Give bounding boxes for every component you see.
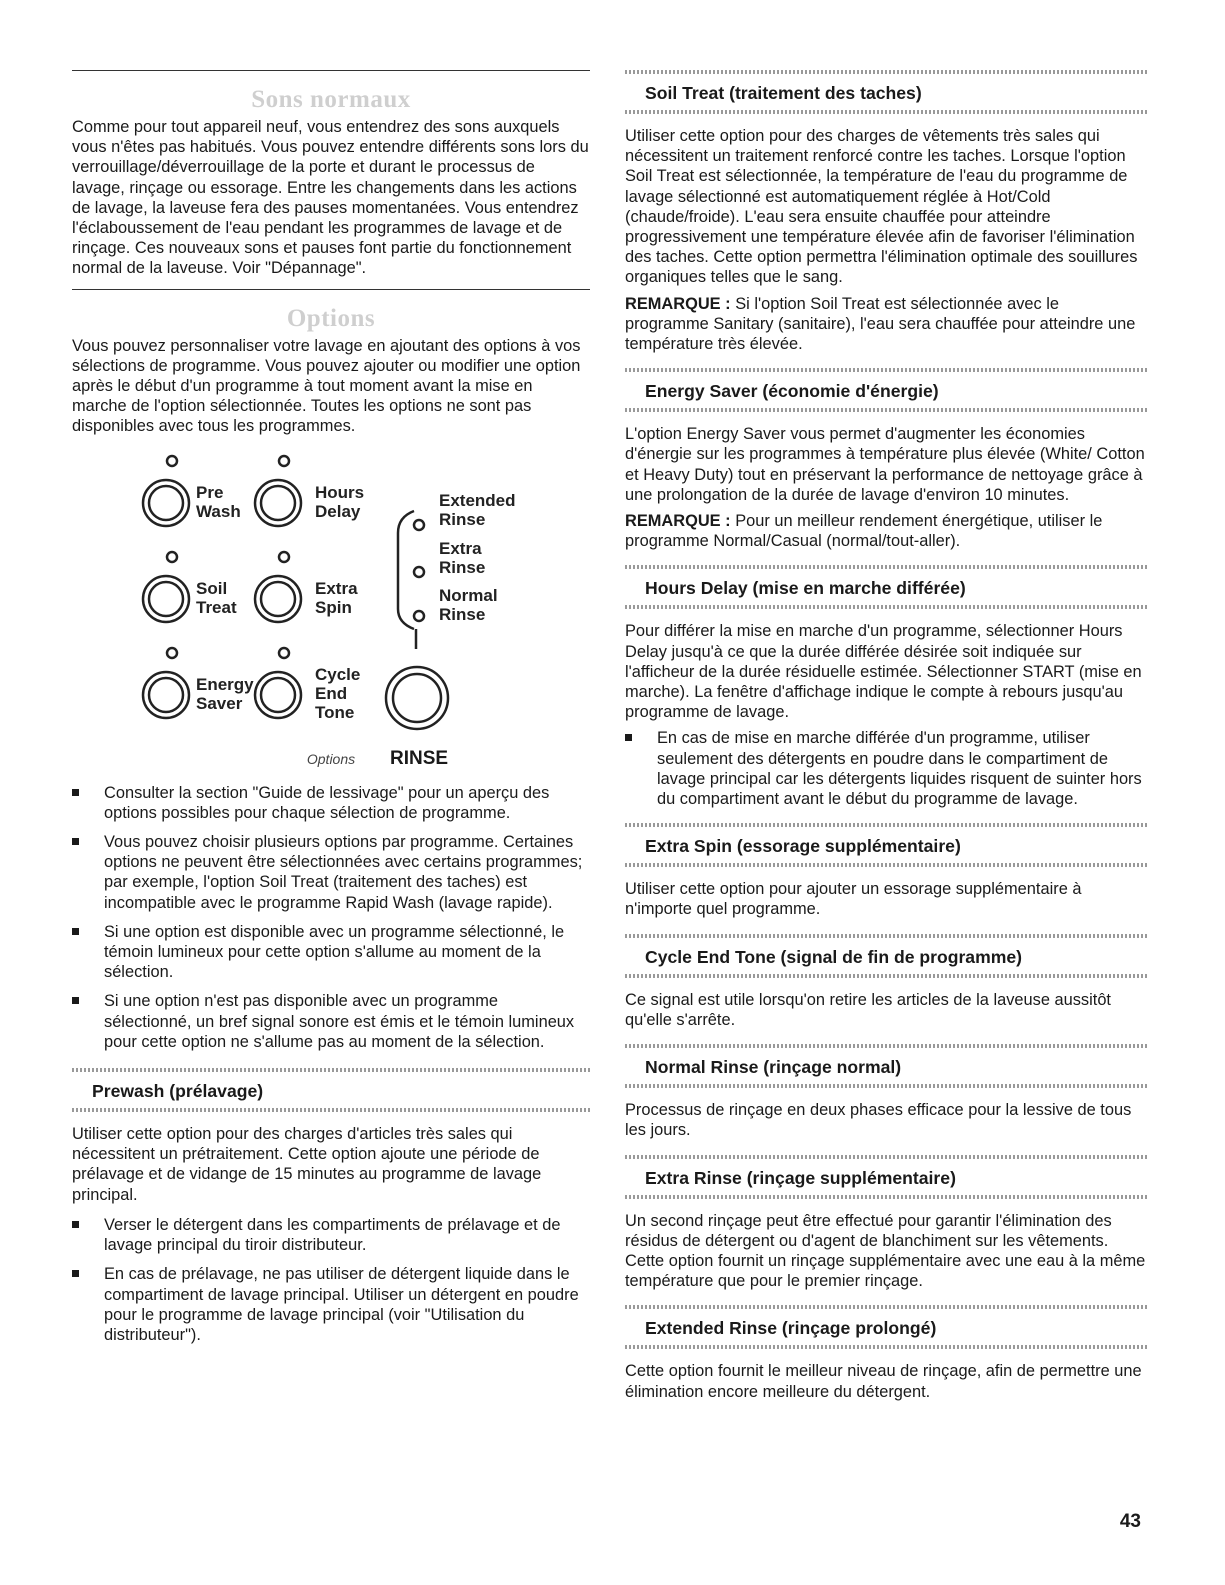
list-item: Verser le détergent dans les compartiments de prélavage et de lavage principal du tiroir distributeur. [72, 1215, 590, 1255]
prewash-bullet-list [72, 1215, 590, 1345]
subsection-rule [72, 1108, 590, 1112]
subsection-rule [625, 110, 1147, 114]
subsection-rule [625, 1084, 1147, 1088]
subsection-title-extra-spin: Extra Spin (essorage supplémentaire) [645, 836, 961, 857]
subsection-title-extra-rinse: Extra Rinse (rinçage supplémentaire) [645, 1167, 956, 1188]
subsection-rule [625, 368, 1147, 372]
rinse-button-label: RINSE [390, 747, 449, 769]
subsection-rule [625, 823, 1147, 827]
extended-rinse-indicator-icon [414, 520, 424, 530]
hours-delay-body: Pour différer la mise en marche d'un programme, sélectionner Hours Delay jusqu'à ce que la durée différée désirée soit indiquée sur l'afficheur de la durée résiduelle estimée. Sélectionner START (mise en marche). La fenêtre d'affichage indique le compte à rebours jusqu'au programme de lavage. [625, 622, 1142, 722]
section-rule [72, 70, 590, 71]
note-label: REMARQUE : [625, 294, 731, 313]
subsection-rule [625, 1195, 1147, 1199]
cycle-end-tone-body: Ce signal est utile lorsqu'on retire les articles de la laveuse aussitôt qu'elle s'arrête. [625, 990, 1111, 1029]
extra-spin-body: Utiliser cette option pour ajouter un essorage supplémentaire à n'importe quel programme. [625, 880, 1082, 919]
extra-rinse-label: Extra Rinse [439, 538, 486, 577]
prewash-button-label: Pre Wash [196, 482, 241, 521]
hours-delay-indicator-icon [279, 456, 289, 466]
list-item: Consulter la section "Guide de lessivage" pour un aperçu des options possibles pour chaque sélection de programme. [72, 783, 590, 823]
subsection-rule [625, 565, 1147, 569]
subsection-rule [625, 605, 1147, 609]
subsection-title-hours-delay: Hours Delay (mise en marche différée) [645, 578, 966, 599]
soil-treat-indicator-icon [167, 552, 177, 562]
soil-treat-button-label: Soil Treat [196, 578, 237, 617]
subsection-title-prewash: Prewash (prélavage) [92, 1081, 264, 1102]
extended-rinse-body: Cette option fournit le meilleur niveau de rinçage, afin de permettre une élimination encore meilleure du détergent. [625, 1362, 1142, 1401]
section-title-sons: Sons normaux [251, 86, 411, 113]
subsection-rule [72, 1068, 590, 1072]
options-body: Vous pouvez personnaliser votre lavage en ajoutant des options à vos sélections de programme. Vous pouvez ajouter ou modifier une option après le début d'un programme à tout moment avant la mise en marche de l'option sélectionnée. Toutes les options ne sont pas disponibles avec tous les programmes. [72, 336, 581, 436]
subsection-rule [625, 863, 1147, 867]
figure-caption: Options [306, 750, 356, 767]
soil-treat-note: REMARQUE : Si l'option Soil Treat est sélectionnée avec le programme Sanitary (sanitaire), l'eau sera chauffée pour atteindre une température très élevée. [625, 294, 1136, 354]
left-column [72, 70, 590, 1345]
sons-body: Comme pour tout appareil neuf, vous entendrez des sons auxquels vous n'êtes pas habitués. Vous pouvez entendre différents sons lors du verrouillage/déverrouillage de la porte et durant le processus de lavage, rinçage ou essorage. Entre les changements dans les actions de lavage, la laveuse fera des pauses momentanées. Vous entendrez l'éclaboussement de l'eau pendant les programmes de lavage et de rinçage. Ces nouveaux sons et pauses font partie du fonctionnement normal de la laveuse. Voir "Dépannage". [72, 118, 589, 278]
options-bullet-list [72, 783, 590, 1052]
subsection-rule [625, 1345, 1147, 1349]
normal-rinse-indicator-icon [414, 611, 424, 621]
options-panel-figure [72, 453, 590, 773]
hours-delay-button-label: Hours Delay [315, 482, 365, 521]
normal-rinse-body: Processus de rinçage en deux phases efficace pour la lessive de tous les jours. [625, 1101, 1132, 1140]
list-item: En cas de prélavage, ne pas utiliser de détergent liquide dans le compartiment de lavage principal. Utiliser un détergent en poudre pour le programme de lavage principal (voir "Utilisation du distributeur"). [72, 1264, 590, 1345]
page-number: 43 [1119, 1511, 1141, 1532]
energy-saver-button-label: Energy Saver [196, 674, 254, 713]
list-item: En cas de mise en marche différée d'un programme, utiliser seulement des détergents en poudre dans le compartiment de lavage principal car les détergents liquides risquent de suinter hors du compartiment avant le début du programme de lavage. [625, 728, 1147, 809]
subsection-rule [625, 934, 1147, 938]
subsection-rule [625, 974, 1147, 978]
section-rule [72, 289, 590, 290]
cycle-end-tone-button-label: Cycle End Tone [315, 664, 361, 722]
right-column [625, 70, 1147, 1402]
list-item: Si une option n'est pas disponible avec un programme sélectionné, un bref signal sonore est émis et le témoin lumineux pour cette option ne s'allume pas au moment de la sélection. [72, 991, 590, 1052]
subsection-title-cycle-end-tone: Cycle End Tone (signal de fin de programme) [645, 946, 1023, 967]
list-item: Si une option est disponible avec un programme sélectionné, le témoin lumineux pour cette option s'allume au moment de la sélection. [72, 922, 590, 983]
cycle-end-tone-indicator-icon [279, 648, 289, 658]
energy-saver-note: REMARQUE : Pour un meilleur rendement énergétique, utiliser le programme Normal/Casual (normal/tout-aller). [625, 512, 1103, 551]
extra-rinse-indicator-icon [414, 567, 424, 577]
subsection-rule [625, 70, 1147, 74]
prewash-body: Utiliser cette option pour des charges d'articles très sales qui nécessitent un prétraitement. Cette option ajoute une période de prélavage et de vidange de 15 minutes au programme de lavage principal. [72, 1125, 542, 1204]
extra-spin-indicator-icon [279, 552, 289, 562]
subsection-title-normal-rinse: Normal Rinse (rinçage normal) [645, 1057, 902, 1078]
list-item: Vous pouvez choisir plusieurs options par programme. Certaines options ne peuvent être sélectionnées avec certains programmes; par exemple, l'option Soil Treat (traitement des taches) est incompatible avec le programme Rapid Wash (lavage rapide). [72, 832, 590, 913]
section-title-options: Options [286, 304, 376, 332]
extra-rinse-body: Un second rinçage peut être effectué pour garantir l'élimination des résidus de détergent ou d'agent de blanchiment sur les vêtements. Cette option fournit un rinçage supplémentaire avec une eau à la même température que pour le premier rinçage. [625, 1211, 1146, 1291]
subsection-rule [625, 1305, 1147, 1309]
subsection-title-extended-rinse: Extended Rinse (rinçage prolongé) [645, 1318, 937, 1339]
energy-saver-body: L'option Energy Saver vous permet d'augmenter les économies d'énergie sur les programmes à température plus élevée (White/ Cotton et Heavy Duty) tout en préservant la performance de nettoyage grâce à une prolongation de la durée de lavage d'environ 10 minutes. [625, 425, 1145, 504]
extended-rinse-label: Extended Rinse [439, 490, 516, 529]
prewash-indicator-icon [167, 456, 177, 466]
note-label: REMARQUE : [625, 512, 731, 531]
energy-saver-indicator-icon [167, 648, 177, 658]
hours-delay-bullet-list [625, 728, 1147, 809]
subsection-rule [625, 1155, 1147, 1159]
normal-rinse-label: Normal Rinse [439, 585, 498, 624]
subsection-title-soil-treat: Soil Treat (traitement des taches) [645, 83, 922, 103]
subsection-title-energy-saver: Energy Saver (économie d'énergie) [645, 381, 939, 402]
extra-spin-button-label: Extra Spin [315, 578, 358, 617]
subsection-rule [625, 408, 1147, 412]
subsection-rule [625, 1044, 1147, 1048]
soil-treat-body: Utiliser cette option pour des charges de vêtements très sales qui nécessitent un traitement renforcé contre les taches. Lorsque l'option Soil Treat est sélectionnée, la température de l'eau du programme de lavage sélectionné est automatiquement réglée à Hot/Cold (chaude/froide). L'eau sera ensuite chauffée pour atteindre progressivement une température élevée afin de favoriser l'élimination des taches. Cette option permettra l'élimination optimale des souillures organiques telles que le sang. [625, 127, 1138, 287]
